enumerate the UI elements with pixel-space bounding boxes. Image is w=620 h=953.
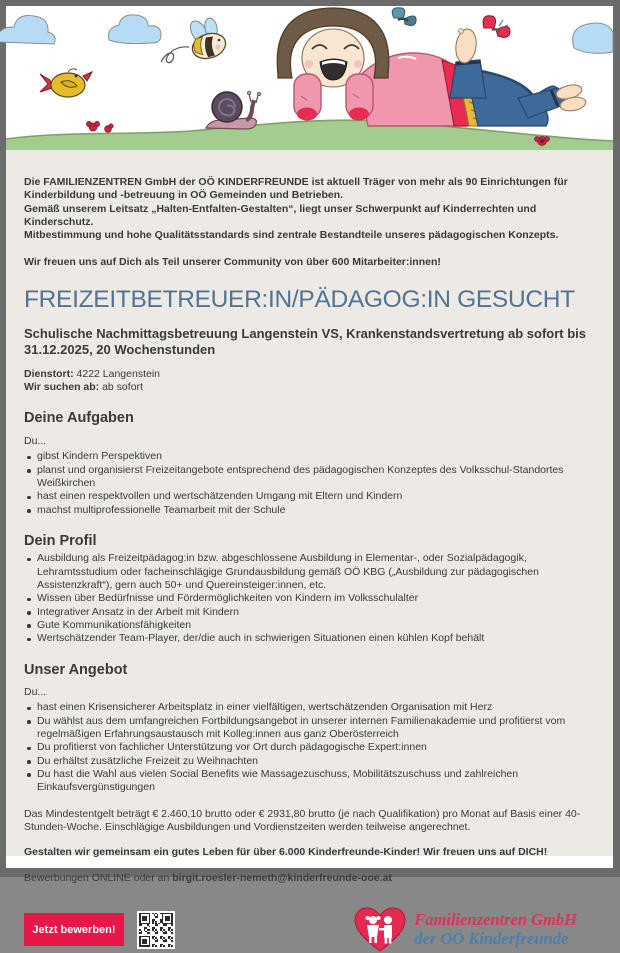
section-lead: Du... [24, 434, 47, 447]
community-line: Wir freuen uns auf Dich als Teil unserer Community von über 600 Mitarbeiter:innen! [24, 255, 441, 268]
bullet-item: Wertschätzender Team-Player, der/die auch in schwierigen Situationen einen kühlen Kopf behält [24, 632, 589, 645]
content-area [6, 150, 613, 948]
section-lead: Du... [24, 685, 47, 698]
logo-line1: Familienzentren GmbH [414, 909, 577, 929]
meta-label: Dienstort: [24, 367, 74, 380]
flower-icon [105, 124, 114, 133]
bullet-item: hast einen Krisensicherer Arbeitsplatz in einer vielfältigen, wertschätzenden Organisation mit Herz [24, 701, 589, 714]
meta-row-start [24, 381, 589, 394]
bee-icon [161, 17, 229, 63]
cloud-icon [108, 15, 161, 44]
bullet-list [24, 450, 589, 517]
meta-value: 4222 Langenstein [73, 367, 161, 380]
section-aufgaben [24, 409, 589, 516]
bullet-item: hast einen respektvollen und wertschätzenden Umgang mit Eltern und Kindern [24, 490, 589, 503]
logo-line2: der OÖ Kinderfreunde [414, 928, 569, 948]
snail-icon [206, 91, 261, 129]
bullet-item: Ausbildung als Freizeitpädagog:in bzw. abgeschlossene Ausbildung in Elementar-, oder Sozialpädagogik, Lehramtsstudium oder facheinschlägige Grundausbildung gemäß OÖ KBG („Ausbildung zur pädagogischen Assistenzkraft“), gern auch 50+ und Quereinsteiger:innen, etc. [24, 552, 589, 592]
illustration-svg [6, 6, 613, 150]
section-heading: Dein Profil [24, 532, 97, 549]
apply-line [24, 872, 589, 885]
intro-block [24, 176, 589, 243]
intro-paragraph: Mitbestimmung und hohe Qualitätsstandards sind zentrale Bestandteile unseres pädagogischen Konzepts. [24, 229, 559, 242]
logo-text [414, 911, 577, 949]
bullet-item: Gute Kommunikationsfähigkeiten [24, 619, 589, 632]
page-title: FREIZEITBETREUER:IN/PÄDAGOG:IN GESUCHT [24, 285, 575, 313]
section-angebot [24, 661, 589, 795]
bullet-item: Du erhältst zusätzliche Freizeit zu Weihnachten [24, 755, 589, 768]
bullet-list [24, 701, 589, 794]
footer-row [24, 907, 589, 953]
section-heading: Unser Angebot [24, 661, 128, 678]
section-profil [24, 532, 589, 646]
girl-illustration [277, 8, 587, 126]
flower-icon [86, 121, 99, 131]
bullet-item: gibst Kindern Perspektiven [24, 450, 589, 463]
heart-logo-icon [354, 907, 406, 953]
apply-email[interactable]: birgit.roesler-nemeth@kinderfreunde-ooe.at [172, 871, 392, 884]
bullet-item: planst und organisierst Freizeitangebote entsprechend des pädagogischen Konzeptes des Volksschul-Standortes Weißkirchen [24, 464, 589, 491]
meta-label: Wir suchen ab: [24, 381, 100, 394]
qr-code [137, 911, 175, 949]
section-heading: Deine Aufgaben [24, 410, 134, 427]
bullet-item: Du profitierst von fachlicher Unterstützung vor Ort durch pädagogische Expert:innen [24, 741, 589, 754]
butterfly-teal-icon [392, 8, 416, 26]
bullet-item: Du hast die Wahl aus vielen Social Benefits wie Massagezuschuss, Mobilitätszuschuss und zahlreichen Einkaufsvergünstigungen [24, 768, 589, 795]
header-illustration [6, 6, 613, 150]
bullet-item: Wissen über Bedürfnisse und Fördermöglichkeiten von Kindern im Volksschulalter [24, 592, 589, 605]
intro-paragraph: Die FAMILIENZENTREN GmbH der OÖ KINDERFREUNDE ist aktuell Träger von mehr als 90 Einrichtungen für Kinderbildung und -betreuung in OÖ Gemeinden und Betrieben. [24, 176, 568, 202]
closing-line: Gestalten wir gemeinsam ein gutes Leben für über 6.000 Kinderfreunde-Kinder! Wir freuen uns auf DICH! [24, 846, 548, 859]
job-meta [24, 368, 589, 395]
cloud-icon [0, 15, 55, 44]
meta-row-dienstort [24, 368, 589, 381]
bullet-item: Du wählst aus dem umfangreichen Fortbildungsangebot in unserer internen Familienakademie und profitierst vom regelmäßigen Erfahrungsaustausch mit Kolleg:innen aus ganz Oberösterreich [24, 715, 589, 742]
bullet-list [24, 552, 589, 645]
bullet-item: Integrativer Ansatz in der Arbeit mit Kindern [24, 606, 589, 619]
company-logo [354, 907, 577, 953]
apply-button[interactable]: Jetzt bewerben! [24, 913, 124, 946]
cloud-icon [573, 23, 613, 53]
bird-icon [40, 69, 92, 97]
intro-paragraph: Gemäß unserem Leitsatz „Halten-Entfalten-Gestalten“, liegt unser Schwerpunkt auf Kinderrechten und Kinderschutz. [24, 202, 537, 228]
salary-text: Das Mindestentgelt beträgt € 2.460,10 brutto oder € 2931,80 brutto (je nach Qualifikation) pro Monat auf Basis einer 40-Stunden-Woche. Einschlägige Ausbildungen und Vordienstzeiten werden teilweise angerechnet. [24, 807, 581, 833]
meta-value: ab sofort [99, 381, 143, 394]
apply-prefix: Bewerbungen ONLINE oder an [24, 871, 173, 884]
butterfly-red-icon [483, 16, 510, 38]
bullet-item: machst multiprofessionelle Teamarbeit mit der Schule [24, 504, 589, 517]
job-subtitle: Schulische Nachmittagsbetreuung Langenstein VS, Krankenstandsvertretung ab sofort bis 31.12.2025, 20 Wochenstunden [24, 326, 587, 357]
